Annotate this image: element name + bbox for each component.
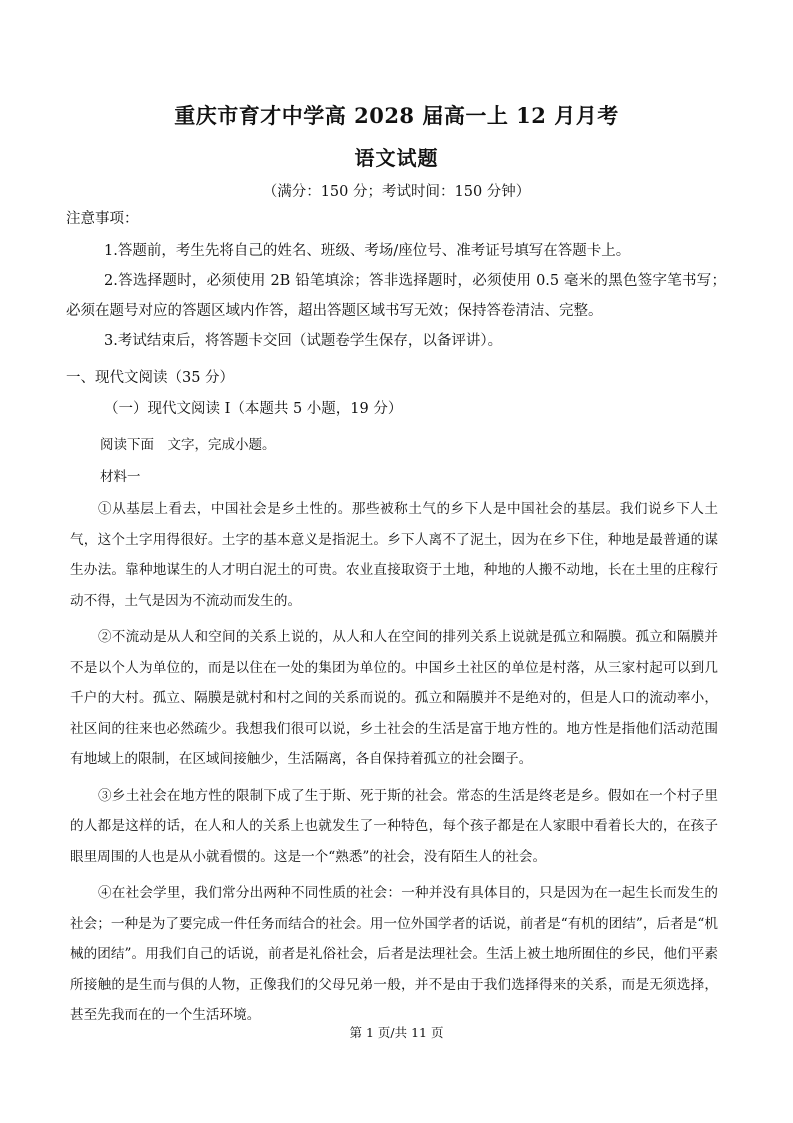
- passage-paragraph: ③乡土社会在地方性的限制下成了生于斯、死于斯的社会。常态的生活是终老是乡。假如在一个村子里的人都是这样的话，在人和人的关系上也就发生了一种特色，每个孩子都是在人家眼中看着长大的，在孩子眼里周围的人也是从小就看惯的。这是一个“熟悉”的社会，没有陌生人的社会。: [70, 787, 718, 865]
- notice-item: 3.考试结束后，将答题卡交回（试题卷学生保存，以备评讲）。: [104, 333, 503, 349]
- passage-paragraph: ②不流动是从人和空间的关系上说的，从人和人在空间的排列关系上说就是孤立和隔膜。孤立和隔膜并不是以个人为单位的，而是以住在一处的集团为单位的。中国乡土社区的单位是村落，从三家村起可以到几千户的大村。孤立、隔膜是就村和村之间的关系而说的。孤立和隔膜并不是绝对的，但是人口的流动率小，社区间的往来也必然疏少。我想我们很可以说，乡土社会的生活是富于地方性的。地方性是指他们活动范围有地域上的限制，在区域间接触少，生活隔离，各自保持着孤立的社会圈子。: [70, 629, 718, 767]
- reading-passage: [70, 494, 718, 1037]
- reading-instruction: 阅读下面 文字，完成小题。: [100, 437, 276, 453]
- exam-info: （满分：150 分；考试时间：150 分钟）: [262, 184, 531, 200]
- section-heading: 一、现代文阅读（35 分）: [66, 370, 235, 386]
- exam-title: 重庆市育才中学高 2028 届高一上 12 月月考: [174, 103, 619, 128]
- notice-item: 2.答选择题时，必须使用 2B 铅笔填涂；答非选择题时，必须使用 0.5 毫米的黑色签字笔书写；必须在题号对应的答题区域内作答，超出答题区域书写无效；保持答卷清洁、完整。: [66, 273, 726, 319]
- subsection-heading: （一）现代文阅读 I（本题共 5 小题，19 分）: [104, 401, 403, 417]
- passage-paragraph: ①从基层上看去，中国社会是乡土性的。那些被称土气的乡下人是中国社会的基层。我们说乡下人土气，这个土字用得很好。土字的基本意义是指泥土。乡下人离不了泥土，因为在乡下住，种地是最普通的谋生办法。靠种地谋生的人才明白泥土的可贵。农业直接取资于土地，种地的人搬不动地，长在土里的庄稼行动不得，土气是因为不流动而发生的。: [70, 501, 718, 609]
- notice-heading: 注意事项：: [66, 211, 139, 227]
- page-number: 第 1 页/共 11 页: [349, 1025, 444, 1040]
- notice-item: 1.答题前，考生先将自己的姓名、班级、考场/座位号、准考证号填写在答题卡上。: [104, 243, 631, 259]
- notice-list: [66, 236, 726, 356]
- exam-subtitle: 语文试题: [354, 146, 439, 170]
- material-label: 材料一: [100, 469, 141, 485]
- passage-paragraph: ④在社会学里，我们常分出两种不同性质的社会：一种并没有具体目的，只是因为在一起生长而发生的社会；一种是为了要完成一件任务而结合的社会。用一位外国学者的话说，前者是“有机的团结”，后者是“机械的团结”。用我们自己的话说，前者是礼俗社会，后者是法理社会。生活上被土地所囿住的乡民，他们平素所接触的是生而与俱的人物，正像我们的父母兄弟一般，并不是由于我们选择得来的关系，而是无须选择，甚至先我而在的一个生活环境。: [70, 885, 718, 1023]
